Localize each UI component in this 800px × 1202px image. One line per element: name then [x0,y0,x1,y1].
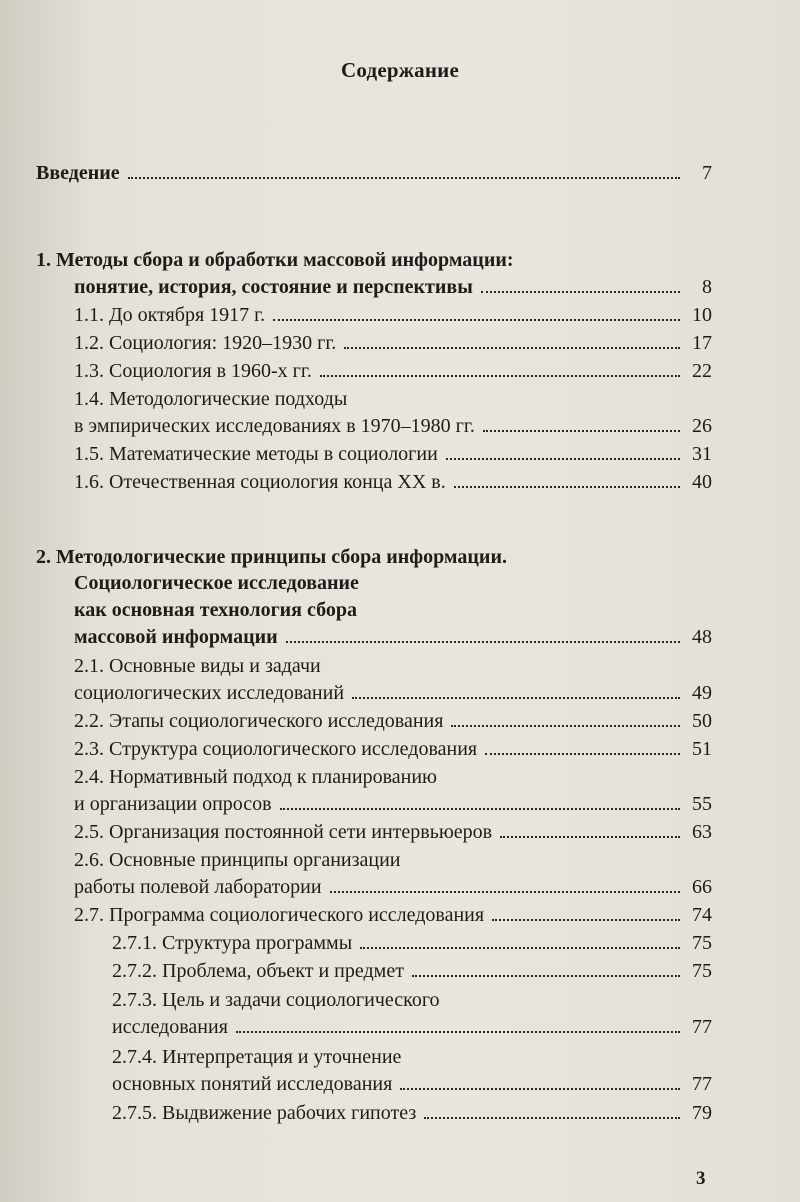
toc-section-2-6-heading [74,847,712,873]
toc-entry-text: 1.5. Математические методы в социологии [74,443,438,465]
toc-entry-text: 2.5. Организация постоянной сети интервьюеров [74,821,493,843]
leader-dots [454,485,680,488]
toc-entry-page: 51 [692,738,712,760]
toc-section-2-1-heading [74,653,712,679]
toc-subsection-2-7-1 [112,930,712,956]
toc-section-1-4-heading [74,386,712,412]
leader-dots [412,974,680,977]
toc-entry-text: Введение [36,162,120,184]
toc-subsection-2-7-2 [112,958,712,984]
toc-section-1-2 [74,330,712,356]
toc-entry-text: 1.4. Методологические подходы [74,388,348,410]
toc-entry-page: 75 [692,960,712,982]
toc-entry-text: 2.7.5. Выдвижение рабочих гипотез [112,1102,417,1124]
toc-entry-text: социологических исследований [74,682,345,704]
toc-entry-page: 8 [702,276,712,298]
toc-entry-page: 50 [692,710,712,732]
leader-dots [400,1087,680,1090]
toc-chapter-2-heading-1 [36,544,712,570]
toc-entry-introduction [36,160,712,186]
toc-entry-text: как основная технология сбора [74,599,357,621]
leader-dots [485,752,680,755]
toc-chapter-2-heading-2 [74,570,712,596]
toc-chapter-1-heading [36,247,712,273]
toc-subsection-2-7-3 [112,1014,712,1040]
toc-entry-page: 17 [692,332,712,354]
toc-entry-text: 1.2. Социология: 1920–1930 гг. [74,332,337,354]
leader-dots [481,290,680,293]
toc-entry-text: 2.1. Основные виды и задачи [74,655,321,677]
toc-section-2-2 [74,708,712,734]
toc-section-2-1 [74,680,712,706]
toc-entry-page: 49 [692,682,712,704]
toc-entry-text: 2.7.3. Цель и задачи социологического [112,989,440,1011]
toc-entry-text: 2. Методологические принципы сбора информации. [36,546,507,568]
toc-subsection-2-7-4-heading [112,1044,712,1070]
toc-subsection-2-7-4 [112,1071,712,1097]
toc-entry-text: 2.3. Структура социологического исследования [74,738,478,760]
toc-section-1-6 [74,469,712,495]
leader-dots [500,835,680,838]
leader-dots [492,918,680,921]
leader-dots [451,724,680,727]
toc-entry-text: 2.7. Программа социологического исследования [74,904,485,926]
toc-entry-page: 26 [692,415,712,437]
leader-dots [320,374,680,377]
leader-dots [424,1116,680,1119]
toc-entry-page: 22 [692,360,712,382]
toc-section-2-3 [74,736,712,762]
toc-entry-page: 48 [692,626,712,648]
toc-entry-page: 40 [692,471,712,493]
toc-entry-page: 75 [692,932,712,954]
leader-dots [352,696,680,699]
toc-entry-text: в эмпирических исследованиях в 1970–1980 гг. [74,415,475,437]
toc-entry-text: Социологическое исследование [74,572,359,594]
toc-section-2-6 [74,874,712,900]
page-number: 3 [696,1168,706,1189]
toc-section-1-4 [74,413,712,439]
toc-entry-page: 77 [692,1016,712,1038]
toc-section-1-1 [74,302,712,328]
toc-entry-text: 2.7.1. Структура программы [112,932,353,954]
leader-dots [483,429,680,432]
toc-entry-text: 1.6. Отечественная социология конца XX в. [74,471,446,493]
toc-entry-text: массовой информации [74,626,278,648]
toc-subsection-2-7-3-heading [112,987,712,1013]
toc-entry-page: 10 [692,304,712,326]
toc-entry-text: и организации опросов [74,793,272,815]
toc-section-2-4 [74,791,712,817]
toc-entry-text: 1.3. Социология в 1960-х гг. [74,360,312,382]
toc-entry-page: 74 [692,904,712,926]
toc-section-2-4-heading [74,764,712,790]
toc-entry-text: 1. Методы сбора и обработки массовой информации: [36,249,514,271]
toc-section-1-3 [74,358,712,384]
toc-entry-text: работы полевой лаборатории [74,876,322,898]
toc-entry-page: 63 [692,821,712,843]
leader-dots [330,890,680,893]
toc-section-2-7 [74,902,712,928]
toc-entry-page: 7 [702,162,712,184]
toc-section-2-5 [74,819,712,845]
toc-entry-page: 77 [692,1073,712,1095]
toc-entry-text: 2.2. Этапы социологического исследования [74,710,444,732]
toc-entry-text: исследования [112,1016,228,1038]
leader-dots [236,1030,680,1033]
toc-chapter-1 [74,274,712,300]
toc-chapter-2 [74,624,712,650]
toc-entry-text: понятие, история, состояние и перспективы [74,276,473,298]
toc-entry-text: 1.1. До октября 1917 г. [74,304,266,326]
toc-chapter-2-heading-3 [74,597,712,623]
toc-subsection-2-7-5 [112,1100,712,1126]
leader-dots [273,318,680,321]
toc-entry-text: 2.7.4. Интерпретация и уточнение [112,1046,402,1068]
leader-dots [446,457,680,460]
leader-dots [280,807,680,810]
leader-dots [128,176,680,179]
leader-dots [344,346,680,349]
toc-entry-text: 2.7.2. Проблема, объект и предмет [112,960,404,982]
leader-dots [360,946,680,949]
toc-entry-page: 66 [692,876,712,898]
toc-entry-page: 55 [692,793,712,815]
page-title: Содержание [341,58,459,82]
toc-entry-page: 31 [692,443,712,465]
leader-dots [286,640,680,643]
toc-entry-page: 79 [692,1102,712,1124]
toc-entry-text: 2.4. Нормативный подход к планированию [74,766,437,788]
toc-entry-text: 2.6. Основные принципы организации [74,849,401,871]
toc-entry-text: основных понятий исследования [112,1073,393,1095]
toc-section-1-5 [74,441,712,467]
